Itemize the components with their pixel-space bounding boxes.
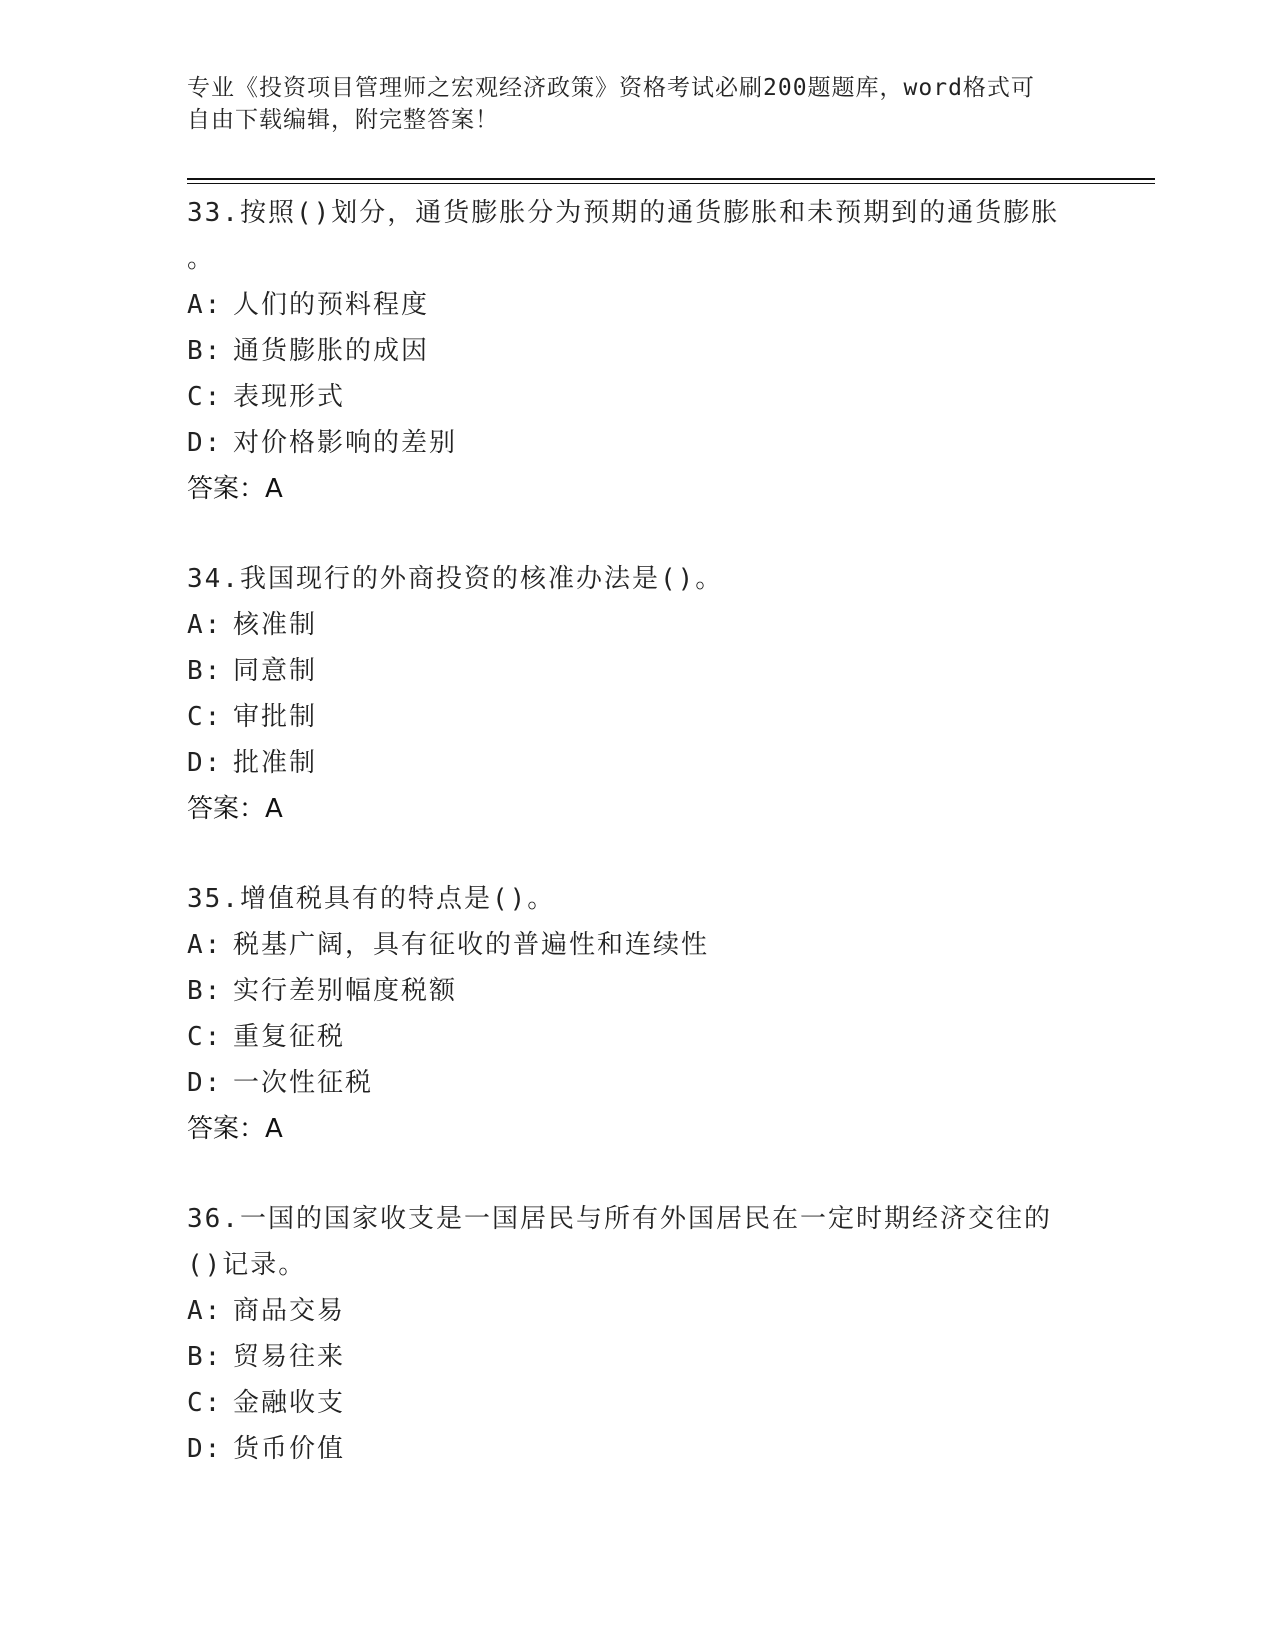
option-label: C: — [187, 382, 223, 412]
option-label: A: — [187, 1296, 223, 1326]
option-label: C: — [187, 702, 223, 732]
question-34 — [187, 556, 1087, 832]
option-text: 贸易往来 — [233, 1342, 346, 1372]
header-line-2: 自由下载编辑，附完整答案！ — [187, 107, 499, 133]
question-stem: 36.一国的国家收支是一国居民与所有外国居民在一定时期经济交往的 — [187, 1204, 1052, 1234]
option-text: 对价格影响的差别 — [233, 428, 458, 458]
answer-line: 答案：A — [187, 474, 283, 504]
option-a — [187, 282, 1087, 328]
option-label: B: — [187, 336, 223, 366]
option-label: C: — [187, 1388, 223, 1418]
option-label: D: — [187, 1434, 223, 1464]
option-c — [187, 1014, 1087, 1060]
question-stem-continued: 。 — [187, 244, 216, 274]
option-c — [187, 1380, 1087, 1426]
option-text: 货币价值 — [233, 1434, 346, 1464]
option-c — [187, 374, 1087, 420]
question-33 — [187, 190, 1087, 512]
answer-line: 答案：A — [187, 1114, 283, 1144]
option-text: 批准制 — [233, 748, 318, 778]
option-text: 税基广阔，具有征收的普遍性和连续性 — [233, 930, 710, 960]
option-label: A: — [187, 610, 223, 640]
option-label: A: — [187, 290, 223, 320]
option-label: A: — [187, 930, 223, 960]
option-text: 审批制 — [233, 702, 318, 732]
option-label: B: — [187, 1342, 223, 1372]
option-a — [187, 922, 1087, 968]
option-b — [187, 1334, 1087, 1380]
option-text: 一次性征税 — [233, 1068, 374, 1098]
option-text: 通货膨胀的成因 — [233, 336, 430, 366]
option-d — [187, 1426, 1087, 1472]
option-a — [187, 602, 1087, 648]
option-d — [187, 420, 1087, 466]
header-line-1: 专业《投资项目管理师之宏观经济政策》资格考试必刷200题题库，word格式可 — [187, 75, 1035, 101]
option-text: 人们的预料程度 — [233, 290, 430, 320]
option-label: D: — [187, 1068, 223, 1098]
question-stem: 33.按照()划分，通货膨胀分为预期的通货膨胀和未预期到的通货膨胀 — [187, 198, 1060, 228]
option-label: D: — [187, 748, 223, 778]
option-text: 表现形式 — [233, 382, 346, 412]
option-text: 金融收支 — [233, 1388, 346, 1418]
question-stem: 35.增值税具有的特点是()。 — [187, 884, 556, 914]
option-d — [187, 1060, 1087, 1106]
option-b — [187, 968, 1087, 1014]
option-d — [187, 740, 1087, 786]
option-text: 重复征税 — [233, 1022, 346, 1052]
option-text: 同意制 — [233, 656, 318, 686]
option-c — [187, 694, 1087, 740]
option-b — [187, 648, 1087, 694]
question-stem: 34.我国现行的外商投资的核准办法是()。 — [187, 564, 724, 594]
answer-line: 答案：A — [187, 794, 283, 824]
question-stem-continued: ()记录。 — [187, 1250, 307, 1280]
question-36 — [187, 1196, 1087, 1472]
option-a — [187, 1288, 1087, 1334]
document-header — [187, 72, 1087, 136]
option-label: B: — [187, 656, 223, 686]
option-b — [187, 328, 1087, 374]
question-list — [187, 190, 1087, 1472]
option-label: D: — [187, 428, 223, 458]
header-divider-top — [187, 178, 1155, 180]
option-label: C: — [187, 1022, 223, 1052]
header-divider-bottom — [187, 183, 1155, 184]
option-label: B: — [187, 976, 223, 1006]
option-text: 核准制 — [233, 610, 318, 640]
option-text: 实行差别幅度税额 — [233, 976, 458, 1006]
option-text: 商品交易 — [233, 1296, 346, 1326]
question-35 — [187, 876, 1087, 1152]
